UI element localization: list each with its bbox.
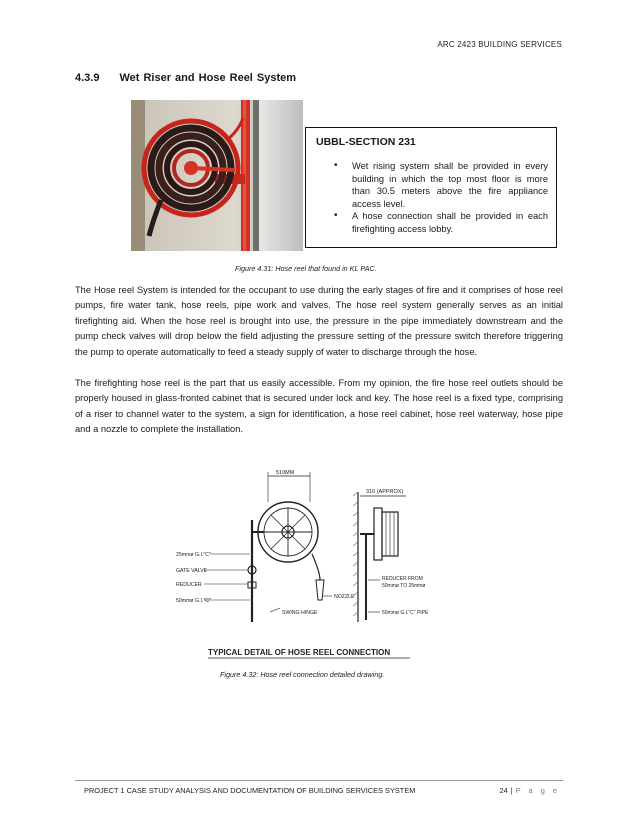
label-gate-valve: GATE VALVE [176,568,208,574]
running-header: ARC 2423 BUILDING SERVICES [437,40,562,49]
hose-reel-photo [131,100,303,251]
callout-title: UBBL-SECTION 231 [316,136,416,148]
body-paragraph: The firefighting hose reel is the part that us easily accessible. From my opinion, the fire hose reel outlets should be properly housed in glass-fronted cabinet that is secured under lock and key. The hose reel is a fixed type, comprising of a riser to channel water to the system, a sign for identification, a hose reel cabinet, hose reel waterway, hose pipe and a nozzle to complete the installation. [75,378,563,435]
dim-approx-label: 310 (APPROX) [366,489,404,495]
callout-bullet: • Wet rising system shall be provided in every building in which the top most floor is more than 30.5 meters above the fire appliance access level. [352,160,548,210]
hose-reel-detail-drawing [160,462,428,662]
figure-caption-4-31: Figure 4.31: Hose reel that found in KL PAC. [235,264,377,273]
drawing-title: TYPICAL DETAIL OF HOSE REEL CONNECTION [208,648,391,657]
footer-page-number: 24 | P a g e [499,786,560,795]
figure-caption-4-32: Figure 4.32: Hose reel connection detailed drawing. [220,670,385,679]
label-pipe-50-right: 50mmø G.I."C" PIPE [382,610,428,616]
dim-width-label: 510MM [276,470,295,476]
section-number: 4.3.9 [75,72,100,84]
label-reducer-from: REDUCER FROM [382,576,423,582]
section-title-text: Wet Riser and Hose Reel System [119,72,297,84]
section-heading [75,72,296,84]
label-reducer-size: 50mmø TO 25mmø [382,583,426,589]
ubbl-callout-box [305,127,557,248]
footer-rule [75,780,563,781]
label-reducer: REDUCER [176,582,202,588]
page-label: P a g e [515,786,560,795]
label-pipe-50: 50mmø G.I."C" [176,598,211,604]
page-number: 24 [499,786,508,795]
body-paragraph: The Hose reel System is intended for the occupant to use during the early stages of fire and it comprises of hose reel pumps, fire water tank, hose reels, pipe work and valves. The hose reel system generally serves as an initial firefighting aid. When the hose reel is brought into use, the pressure in the pipe immediately downstream and the pump check valves will drop below the field adjusting the pressure setting of the pressure switch therefore triggering the pump to operate automatically to feed a steady supply of water to discharge through the hose. [75,285,563,357]
callout-bullet-list [306,160,558,236]
label-nozzle: NOZZLE [334,594,355,600]
label-pipe-25: 25mmø G.I."C" [176,552,211,558]
footer-project-title: PROJECT 1 CASE STUDY ANALYSIS AND DOCUMENTATION OF BUILDING SERVICES SYSTEM [84,786,416,795]
callout-bullet: • A hose connection shall be provided in each firefighting access lobby. [352,210,548,235]
label-swing-hinge: SWING HINGE [282,610,318,616]
